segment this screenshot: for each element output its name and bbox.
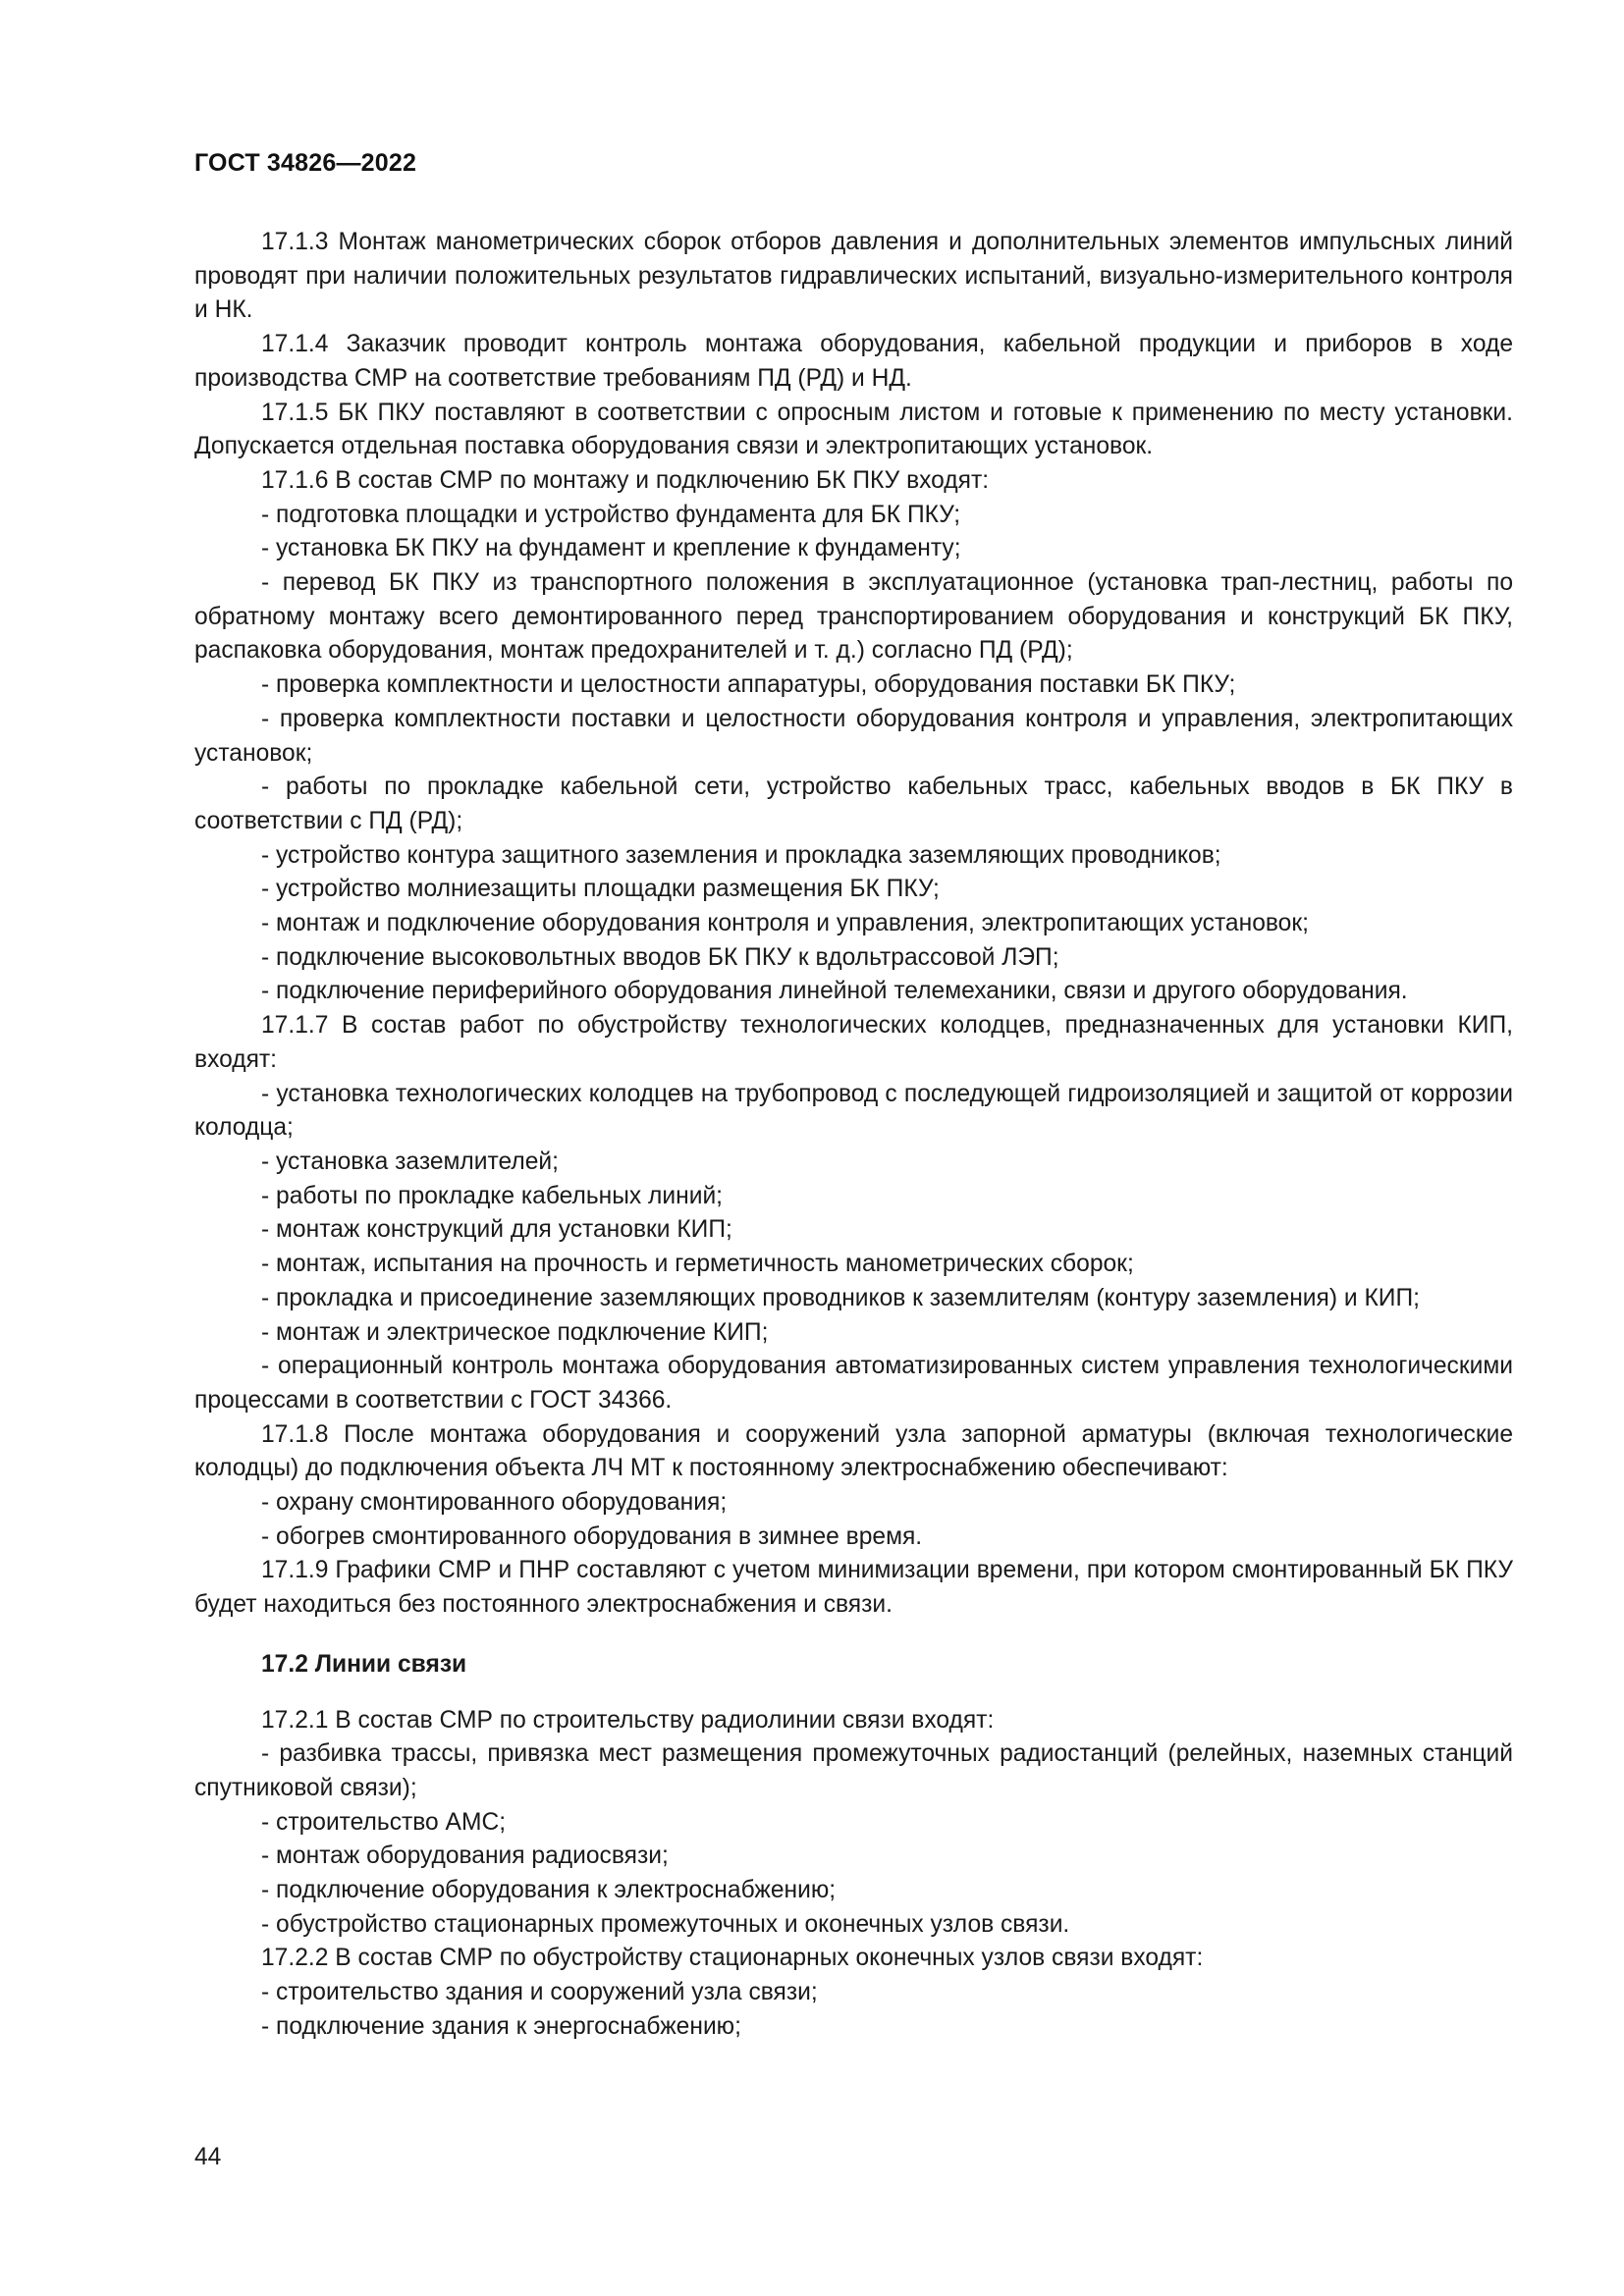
list-item: - подключение периферийного оборудования линейной телемеханики, связи и другого оборудования. — [261, 978, 1408, 1005]
paragraph-17-2-2: 17.2.2 В состав СМР по обустройству стационарных оконечных узлов связи входят: — [261, 1945, 1204, 1972]
list-item: - подключение оборудования к электроснабжению; — [261, 1877, 837, 1904]
list-item: - обустройство стационарных промежуточных и оконечных узлов связи. — [261, 1910, 1070, 1938]
paragraph-17-2-1: 17.2.1 В состав СМР по строительству радиолинии связи входят: — [261, 1706, 995, 1734]
paragraph-17-1-9: 17.1.9 Графики СМР и ПНР составляют с учетом минимизации времени, при котором смонтированный БК ПКУ будет находиться без постоянного электроснабжения и связи. — [194, 1557, 1513, 1619]
list-item: - строительство АМС; — [261, 1808, 507, 1836]
paragraph-17-1-4: 17.1.4 Заказчик проводит контроль монтажа оборудования, кабельной продукции и приборов в ходе производства СМР на соответствие требованиям ПД (РД) и НД. — [194, 331, 1513, 392]
list-item: - устройство молниезащиты площадки размещения БК ПКУ; — [261, 876, 940, 903]
list-item: - обогрев смонтированного оборудования в зимнее время. — [261, 1522, 923, 1550]
list-item: - перевод БК ПКУ из транспортного положения в эксплуатационное (установка трап-лестниц, работы по обратному монтажу всего демонтированного перед транспортированием оборудования и конструкций БК ПКУ, распаковка оборудования, монтаж предохранителей и т. д.) согласно ПД (РД); — [194, 569, 1513, 665]
list-item: - установка БК ПКУ на фундамент и крепление к фундаменту; — [261, 535, 961, 562]
list-item: - операционный контроль монтажа оборудования автоматизированных систем управления технологическими процессами в соответствии с ГОСТ 34366. — [194, 1353, 1513, 1414]
page-number: 44 — [194, 2144, 222, 2170]
list-item: - монтаж и электрическое подключение КИП; — [261, 1318, 769, 1346]
list-item: - проверка комплектности и целостности аппаратуры, оборудования поставки БК ПКУ; — [261, 671, 1236, 699]
paragraph-17-1-5: 17.1.5 БК ПКУ поставляют в соответствии с опросным листом и готовые к применению по месту установки. Допускается отдельная поставка оборудования связи и электропитающих установок. — [194, 399, 1513, 460]
document-code-header: ГОСТ 34826—2022 — [194, 149, 417, 177]
paragraph-17-1-7: 17.1.7 В состав работ по обустройству технологических колодцев, предназначенных для установки КИП, входят: — [194, 1012, 1513, 1073]
list-item: - охрану смонтированного оборудования; — [261, 1489, 728, 1517]
paragraph-17-1-8: 17.1.8 После монтажа оборудования и сооружений узла запорной арматуры (включая технологические колодцы) до подключения объекта ЛЧ МТ к постоянному электроснабжению обеспечивают: — [194, 1420, 1513, 1482]
list-item: - разбивка трассы, привязка мест размещения промежуточных радиостанций (релейных, наземных станций спутниковой связи); — [194, 1740, 1513, 1801]
list-item: - установка заземлителей; — [261, 1148, 559, 1175]
list-item: - монтаж конструкций для установки КИП; — [261, 1216, 732, 1244]
list-item: - работы по прокладке кабельных линий; — [261, 1182, 724, 1209]
paragraph-17-1-3: 17.1.3 Монтаж манометрических сборок отборов давления и дополнительных элементов импульсных линий проводят при наличии положительных результатов гидравлических испытаний, визуально-измерительного контроля и НК. — [194, 229, 1513, 324]
list-item: - строительство здания и сооружений узла связи; — [261, 1979, 818, 2006]
document-body — [194, 226, 1513, 2045]
list-item: - устройство контура защитного заземления и прокладка заземляющих проводников; — [261, 841, 1221, 869]
list-item: - монтаж и подключение оборудования контроля и управления, электропитающих установок; — [261, 910, 1309, 937]
list-item: - проверка комплектности поставки и целостности оборудования контроля и управления, электропитающих установок; — [194, 705, 1513, 767]
list-item: - прокладка и присоединение заземляющих проводников к заземлителям (контуру заземления) и КИП; — [261, 1284, 1420, 1311]
list-item: - работы по прокладке кабельной сети, устройство кабельных трасс, кабельных вводов в БК ПКУ в соответствии с ПД (РД); — [194, 774, 1513, 834]
list-item: - подготовка площадки и устройство фундамента для БК ПКУ; — [261, 501, 961, 528]
list-item: - подключение здания к энергоснабжению; — [261, 2012, 741, 2040]
list-item: - монтаж оборудования радиосвязи; — [261, 1842, 669, 1870]
list-item: - монтаж, испытания на прочность и герметичность манометрических сборок; — [261, 1251, 1134, 1278]
list-item: - подключение высоковольтных вводов БК ПКУ к вдольтрассовой ЛЭП; — [261, 943, 1059, 971]
list-item: - установка технологических колодцев на трубопровод с последующей гидроизоляцией и защитой от коррозии колодца; — [194, 1080, 1513, 1142]
section-heading-17-2: 17.2 Линии связи — [261, 1650, 467, 1678]
paragraph-17-1-6: 17.1.6 В состав СМР по монтажу и подключению БК ПКУ входят: — [261, 466, 990, 494]
